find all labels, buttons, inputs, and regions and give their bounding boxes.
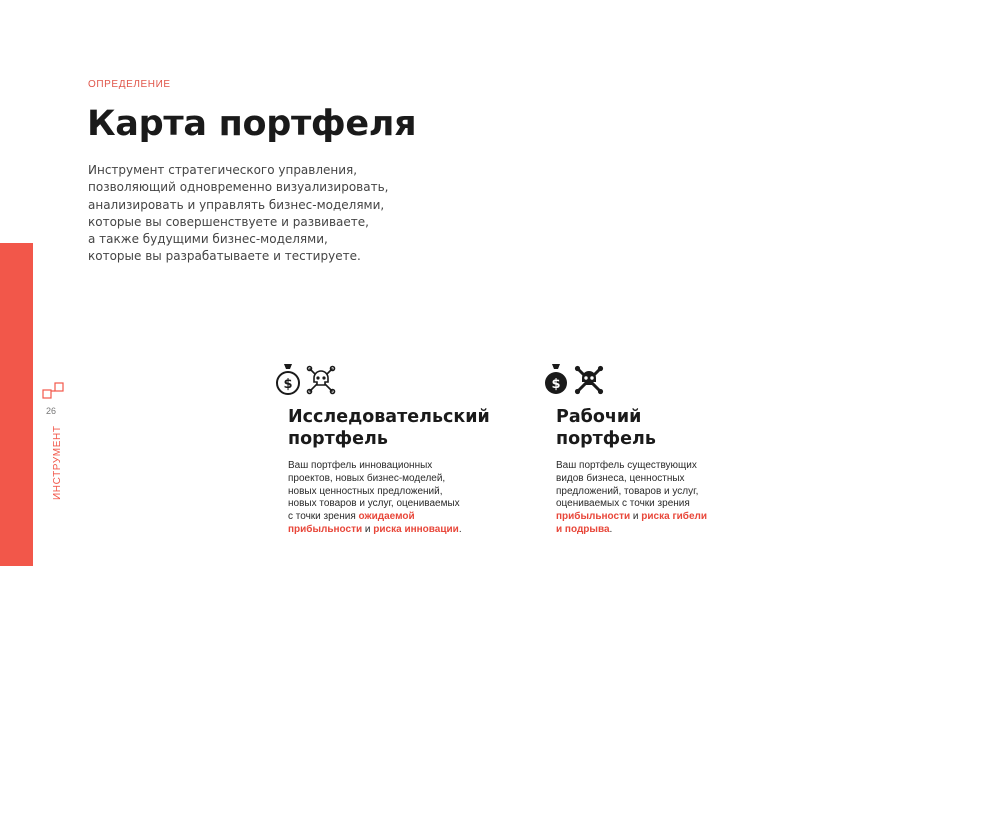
card-title-line: Рабочий [556, 407, 642, 427]
card-desc-line [556, 511, 771, 524]
money-bag-filled-icon [542, 362, 570, 396]
section-label-vertical: ИНСТРУМЕНТ [52, 425, 63, 500]
card-desc-line [288, 511, 503, 524]
card-desc-text: и [630, 511, 642, 523]
intro-line: Инструмент стратегического управления, [88, 163, 358, 177]
card-desc-line: проектов, новых бизнес-моделей, [288, 472, 446, 484]
skull-crossbones-outline-icon [306, 365, 336, 395]
highlight-term: и подрыва [556, 523, 610, 535]
intro-text [88, 162, 408, 266]
card-desc-text: . [609, 523, 613, 535]
skull-crossbones-filled-icon [574, 365, 604, 395]
card-desc-line [556, 524, 771, 537]
card-title-line: Исследовательский [288, 407, 490, 427]
card-desc-line [288, 524, 503, 537]
svg-text:$: $ [551, 377, 561, 392]
page-number: 26 [46, 406, 57, 416]
card-title [288, 406, 503, 450]
card-desc-line: Ваш портфель инновационных [288, 460, 433, 471]
highlight-term: риска инновации [373, 523, 459, 535]
exploit-portfolio-card [551, 362, 771, 537]
card-description [556, 460, 771, 537]
section-kicker: ОПРЕДЕЛЕНИЕ [88, 79, 171, 90]
card-desc-line: Ваш портфель существующих [556, 460, 697, 471]
explore-portfolio-card [283, 362, 503, 537]
highlight-term: ожидаемой [358, 511, 415, 523]
intro-line: которые вы совершенствуете и развиваете, [88, 214, 369, 229]
card-icons [274, 362, 503, 398]
card-title-line: портфель [556, 429, 656, 449]
highlight-term: прибыльности [288, 523, 363, 535]
card-desc-line: новых ценностных предложений, [288, 485, 443, 497]
intro-line: позволяющий одновременно визуализировать, [88, 180, 389, 195]
card-desc-line: новых товаров и услуг, оцениваемых [288, 498, 460, 510]
card-icons [542, 362, 771, 398]
card-desc-line: предложений, товаров и услуг, [556, 485, 699, 497]
intro-line: а также будущими бизнес-моделями, [88, 232, 328, 247]
card-desc-text: с точки зрения [288, 511, 359, 523]
tool-logo-icon [42, 382, 66, 400]
card-title [556, 406, 771, 450]
card-desc-text: . [458, 523, 462, 535]
card-desc-line: оцениваемых с точки зрения [556, 498, 690, 510]
card-description [288, 460, 503, 537]
side-accent-bar [0, 243, 33, 566]
money-bag-outline-icon [274, 362, 302, 396]
card-title-line: портфель [288, 429, 388, 449]
intro-line: анализировать и управлять бизнес-моделями, [88, 197, 385, 212]
card-desc-text: и [362, 523, 374, 535]
page-title: Карта портфеля [87, 104, 417, 144]
card-desc-line: видов бизнеса, ценностных [556, 472, 685, 484]
svg-text:$: $ [283, 377, 293, 392]
highlight-term: риска гибели [641, 511, 708, 523]
intro-line: которые вы разрабатываете и тестируете. [88, 249, 361, 264]
highlight-term: прибыльности [556, 511, 631, 523]
